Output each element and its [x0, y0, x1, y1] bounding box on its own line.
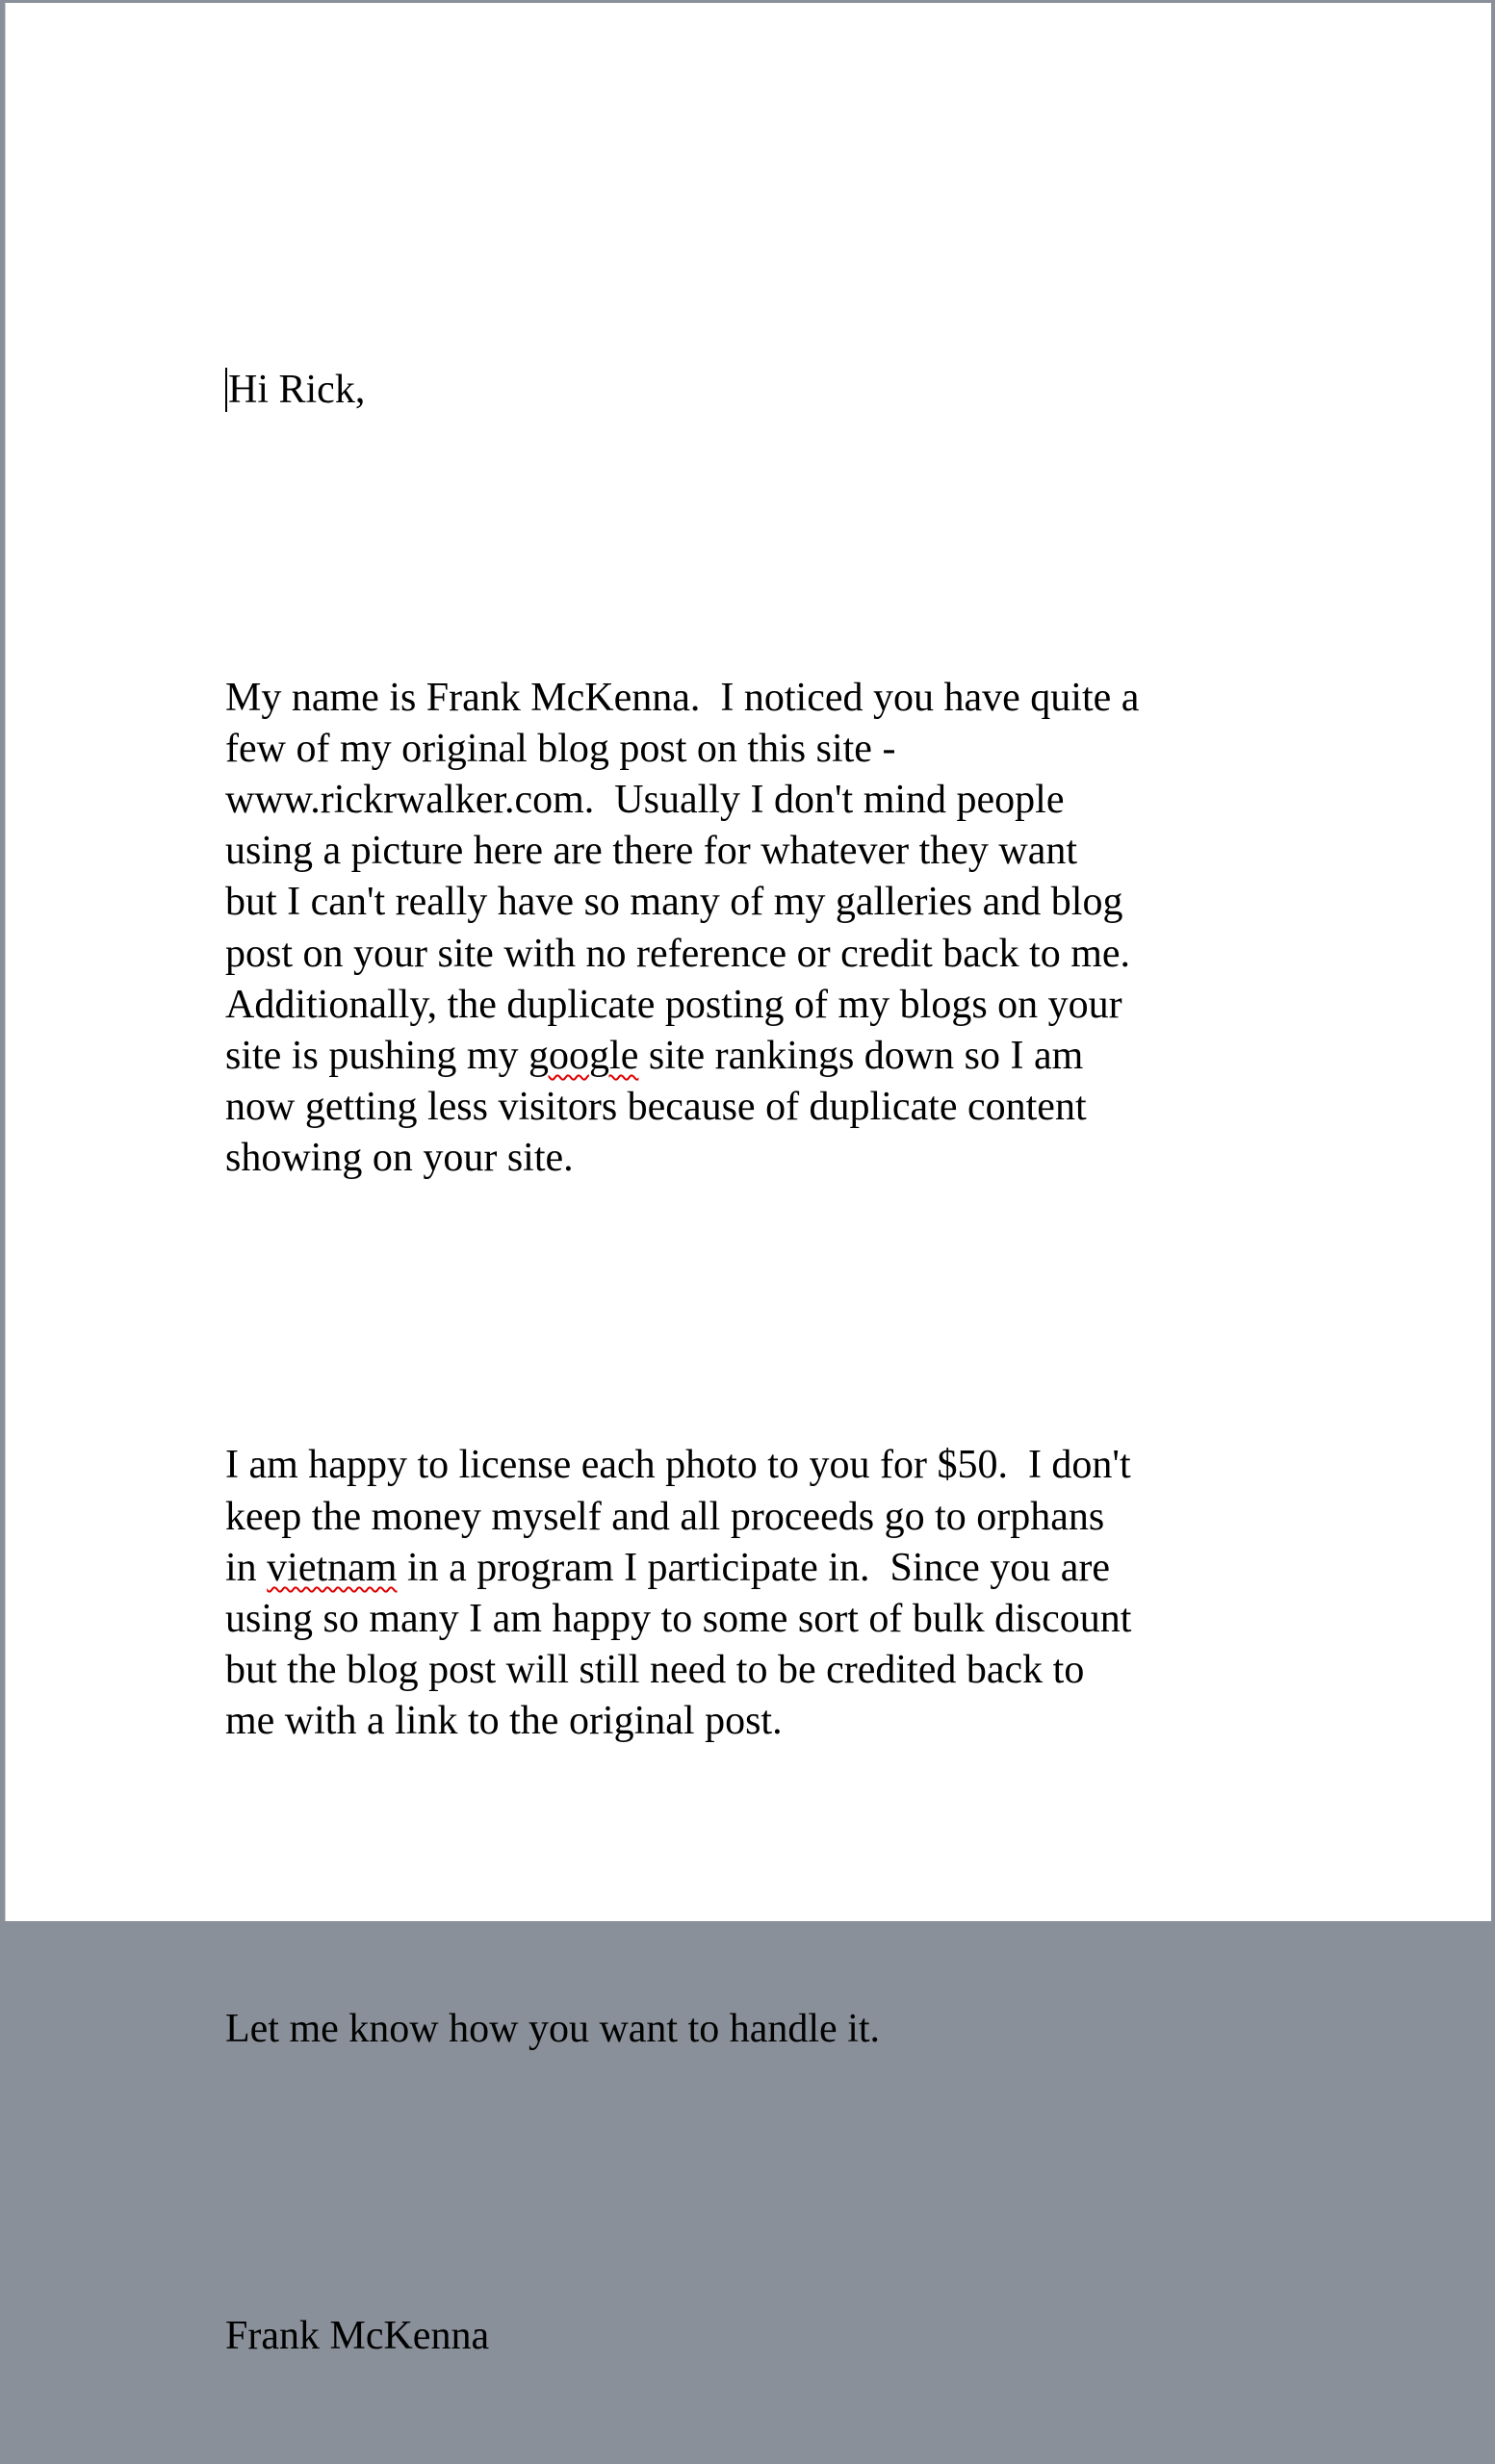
misspelled-word[interactable]: google — [528, 1033, 639, 1078]
text-line: few of my original blog post on this site - — [225, 726, 896, 771]
text-segment: site rankings down so I am — [638, 1033, 1084, 1078]
text-line — [225, 1543, 1139, 1594]
blank-line — [225, 1287, 1139, 1338]
text-line: www.rickrwalker.com. Usually I don't mind people — [225, 777, 1065, 822]
text-line — [225, 1031, 1139, 1082]
text-line: but the blog post will still need to be credited back to — [225, 1648, 1085, 1693]
signature: Frank McKenna — [225, 2313, 490, 2358]
greeting: Hi Rick, — [228, 368, 366, 413]
text-line: I am happy to license each photo to you for $50. I don't — [225, 1443, 1131, 1488]
text-segment: in a program I participate in. Since you are — [397, 1545, 1111, 1590]
text-segment: in — [225, 1545, 268, 1590]
blank-line — [225, 2157, 1139, 2208]
misspelled-word[interactable]: vietnam — [267, 1545, 398, 1590]
text-line: My name is Frank McKenna. I noticed you have quite a — [225, 675, 1140, 720]
text-line: showing on your site. — [225, 1136, 574, 1181]
document-page[interactable] — [5, 3, 1491, 2358]
text-line: Additionally, the duplicate posting of my blogs on your — [225, 982, 1122, 1027]
text-segment: site is pushing my — [225, 1033, 529, 1078]
text-line: using a picture here are there for whatever they want — [225, 829, 1078, 874]
text-line: post on your site with no reference or credit back to me. — [225, 931, 1131, 976]
text-line: keep the money myself and all proceeds go to orphans — [225, 1494, 1105, 1539]
text-line: now getting less visitors because of duplicate content — [225, 1085, 1087, 1130]
blank-line — [225, 519, 1139, 570]
blank-line — [225, 1850, 1139, 1901]
text-line: me with a link to the original post. — [225, 1699, 783, 1744]
text-line: but I can't really have so many of my galleries and blog — [225, 880, 1123, 925]
document-body[interactable] — [225, 263, 1139, 2464]
paragraph-2 — [225, 1440, 1139, 1747]
paragraph-1 — [225, 673, 1139, 1185]
text-cursor — [225, 368, 227, 412]
closing-line: Let me know how you want to handle it. — [225, 2006, 881, 2051]
text-line: using so many I am happy to some sort of bulk discount — [225, 1597, 1132, 1642]
greeting-line — [225, 365, 1139, 416]
